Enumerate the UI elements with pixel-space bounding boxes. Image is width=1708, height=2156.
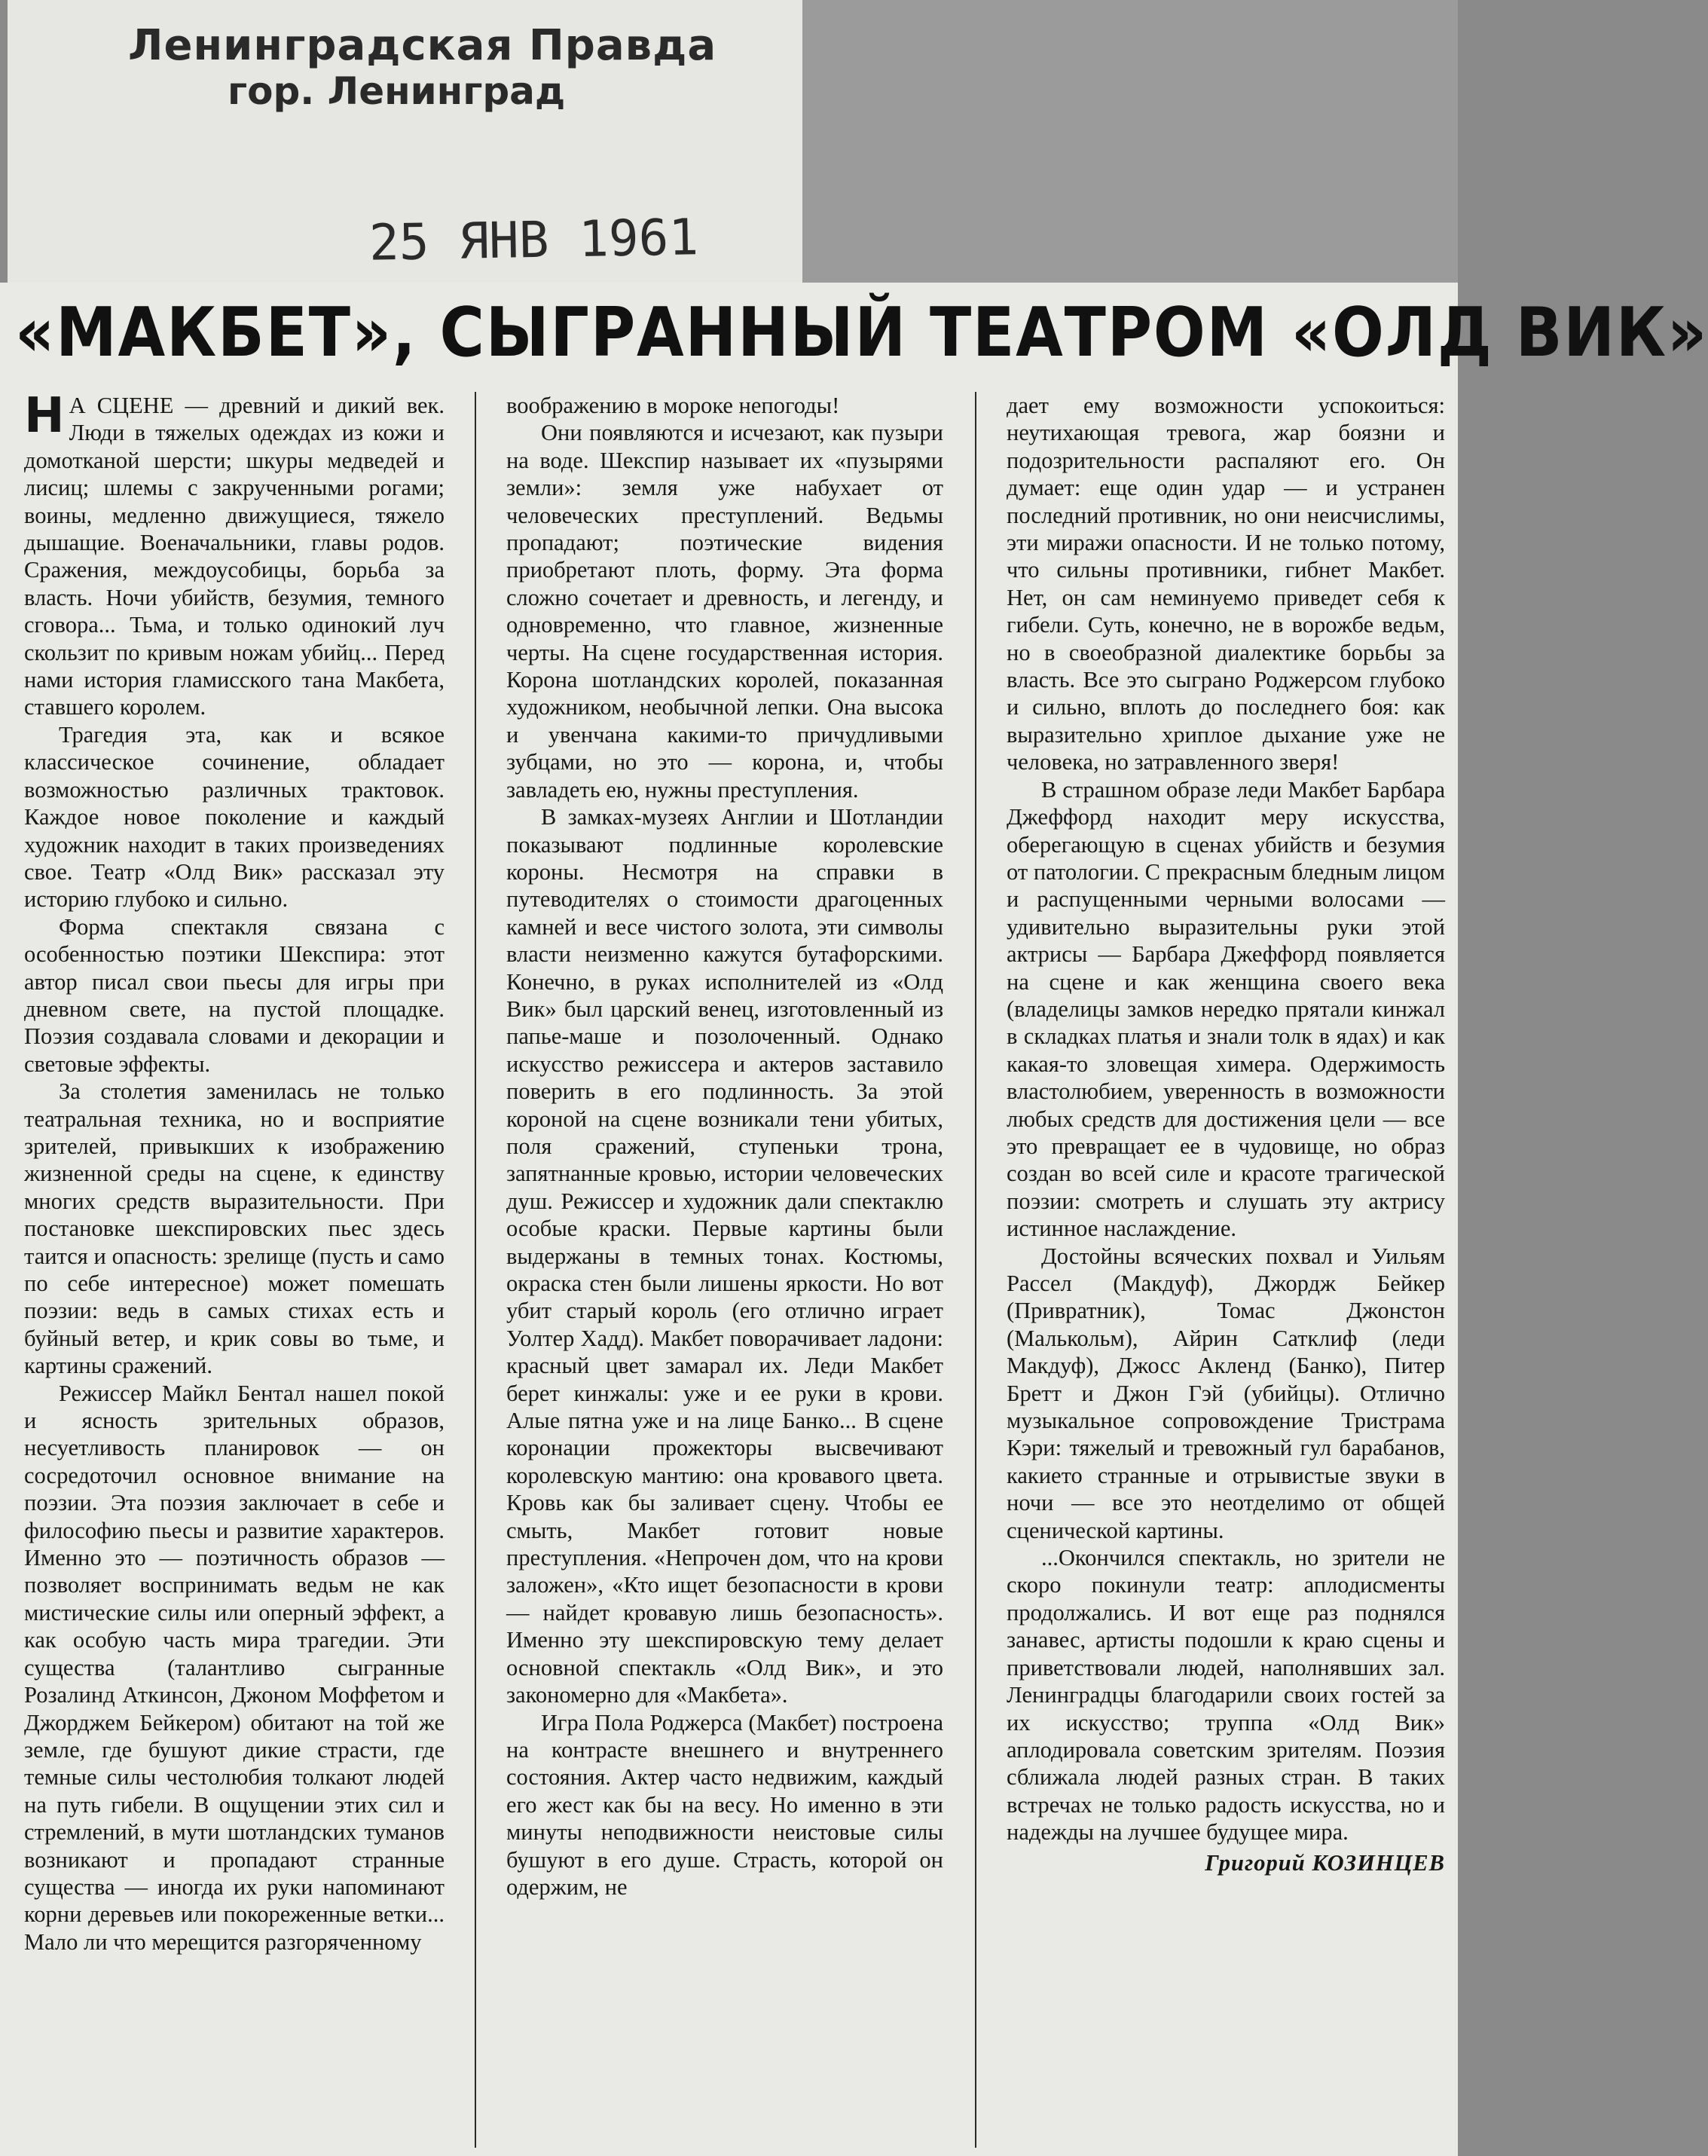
article-paragraph: ...Окончился спектакль, но зрители не скоро покинули театр: аплодисменты продолжались. И вот еще раз поднялся занавес, артисты подошли к краю сцены и приветствовали людей, наполнявших зал. Ленинградцы благодарили своих гостей за их искусство; труппа «Олд Вик» аплодировала советским зрителям. Поэзия сближала людей разных стран. В таких встречах не только радость искусства, но и надежды на лучшее будущее мира. [1007, 1545, 1445, 1846]
article-paragraph: Они появляются и исчезают, как пузыри на воде. Шекспир называет их «пузырями земли»: земля уже набухает от человеческих преступлений. Ведьмы пропадают; поэтические видения приобретают плоть, форму. Эта форма сложно сочетает и древность, и легенду, и одновременно, что главное, жизненные черты. На сцене государственная история. Корона шотландских королей, показанная художником, необычной лепки. Она высока и увенчана какими-то причудливыми зубцами, но это — корона, и, чтобы завладеть ею, нужны преступления. [506, 420, 943, 803]
article-paragraph: Игра Пола Роджерса (Макбет) построена на контрасте внешнего и внутреннего состояния. Актер часто недвижим, каждый его жест как бы на весу. Но именно в эти минуты неподвижности неистовые силы бушуют в его душе. Страсть, которой он одержим, не [506, 1709, 943, 1900]
column-divider [975, 392, 976, 2148]
article-column-2 [506, 392, 943, 2148]
column-divider [475, 392, 476, 2148]
article-paragraph: дает ему возможности успокоиться: неутихающая тревога, жар боязни и подозрительности распаляют его. Он думает: еще один удар — и устранен последний противник, но они неисчислимы, эти миражи опасности. И не только потому, что сильны противники, гибнет Макбет. Нет, он сам неминуемо приведет себя к гибели. Суть, конечно, не в ворожбе ведьм, но в своеобразной диалектике борьбы за власть. Все это сыграно Роджерсом глубоко и сильно, вплоть до последнего боя: как выразительно хриплое дыхание уже не человека, но затравленного зверя! [1007, 393, 1445, 775]
article-paragraph: Форма спектакля связана с особенностью поэтики Шекспира: этот автор писал свои пьесы для игры при дневном свете, на пустой площадке. Поэзия создавала словами и декорации и световые эффекты. [24, 913, 445, 1077]
article-paragraph [24, 388, 445, 721]
article-paragraph: В замках-музеях Англии и Шотландии показывают подлинные королевские короны. Несмотря на справки в путеводителях о стоимости драгоценных камней и весе чистого золота, эти символы власти неизменно кажутся бутафорскими. Конечно, в руках исполнителей из «Олд Вик» был царский венец, изготовленный из папье-маше и позолоченный. Однако искусство режиссера и актеров заставило поверить в его подлинность. За этой короной на сцене возникали тени убитых, поля сражений, ступеньки трона, запятнанные кровью, истории человеческих душ. Режиссер и художник дали спектаклю особые краски. Первые картины были выдержаны в темных тонах. Костюмы, окраска стен были лишены яркости. Но вот убит старый король (его отлично играет Уолтер Хадд). Макбет поворачивает ладони: красный цвет замарал их. Леди Макбет берет кинжалы: уже и ее руки в крови. Алые пятна уже и на лице Банко... В сцене коронации прожекторы высвечивают королевскую мантию: она кровавого цвета. Кровь как бы заливает сцену. Чтобы ее смыть, Макбет готовит новые преступления. «Непрочен дом, что на крови заложен», «Кто ищет безопасности в крови — найдет кровавую лишь безопасность». Именно эту шекспировскую тему делает основной спектакль «Олд Вик», и это закономерно для «Макбета». [506, 804, 943, 1708]
date-stamp: 25 ЯНВ 1961 [368, 208, 699, 272]
drop-cap: Н [24, 388, 65, 444]
article-author: Григорий КОЗИНЦЕВ [1205, 1849, 1445, 1876]
background-board [799, 0, 1458, 286]
article-paragraph: Режиссер Майкл Бентал нашел покой и ясность зрительных образов, несуетливость планировок — он сосредоточил основное внимание на поэзии. Эта поэзия заключает в себе и философию пьесы и развитие характеров. Именно это — поэтичность образов — позволяет воспринимать ведьм не как мистические силы или оперный эффект, а как особую часть мира трагедии. Эти существа (талантливо сыгранные Розалинд Аткинсон, Джоном Моффетом и Джорджем Бейкером) обитают на той же земле, где бушуют дикие страсти, где темные силы честолюбия толкают людей на путь гибели. В ощущении этих сил и стремлений, в мути шотландских туманов возникают и пропадают странные существа — иногда их руки напоминают корни деревьев или покореженные ветки... Мало ли что мерещится разгоряченному [24, 1380, 445, 1955]
article-headline: «МАКБЕТ», СЫГРАННЫЙ ТЕАТРОМ «ОЛД ВИК» [15, 293, 1708, 372]
article-paragraph: Достойны всяческих похвал и Уильям Рассел (Макдуф), Джордж Бейкер (Привратник), Томас Джонстон (Малькольм), Айрин Сатклиф (леди Макдуф), Джосс Акленд (Банко), Питер Бретт и Джон Гэй (убийцы). Отлично музыкальное сопровождение Тристрама Кэри: тяжелый и тревожный гул барабанов, какието странные и отрывистые звуки в ночи — все это неотделимо от общей сценической картины. [1007, 1243, 1445, 1543]
article-paragraph: За столетия заменилась не только театральная техника, но и восприятие зрителей, привыкших к изображению жизненной среды на сцене, к единству многих средств выразительности. При постановке шекспировских пьес здесь таится и опасность: зрелище (пусть и само по себе интересное) может помешать поэзии: ведь в самых стихах есть и буйный ветер, и крик совы во тьме, и картины сражений. [24, 1078, 445, 1379]
newspaper-article [0, 283, 1708, 2156]
article-paragraph: Трагедия эта, как и всякое классическое сочинение, обладает возможностью различных трактовок. Каждое новое поколение и каждый художник находит в таких произведениях свое. Театр «Олд Вик» рассказал эту историю глубоко и сильно. [24, 721, 445, 913]
newspaper-name-stamp: Ленинградская Правда [128, 21, 717, 70]
city-stamp: гор. Ленинград [228, 69, 566, 113]
article-paragraph: В страшном образе леди Макбет Барбара Джеффорд находит меру искусства, оберегающую в сценах убийств и безумия от патологии. С прекрасным бледным лицом и распущенными черными волосами — удивительно выразительны руки этой актрисы — Барбара Джеффорд появляется на сцене и как женщина своего века (владелицы замков нередко прятали кинжал в складках платья и знали толк в ядах) и как какая-то зловещая химера. Одержимость властолюбием, уверенность в возможности любых средств для достижения цели — все это превращает ее в чудовище, но образ создан во всей силе и красоте трагической поэзии: смотреть и слушать эту актрису истинное наслаждение. [1007, 776, 1445, 1242]
paragraph-text: А СЦЕНЕ — древний и дикий век. Люди в тяжелых одеждах из кожи и домотканой шерсти; шкуры медведей и лисиц; шлемы с закрученными рогами; воины, медленно движущиеся, тяжело дышащие. Военачальники, главы родов. Сражения, междоусобицы, борьба за власть. Ночи убийств, безумия, темного сговора... Тьма, и только одинокий луч скользит по кривым ножам убийц... Перед нами история гламисского тана Макбета, ставшего королем. [24, 393, 445, 720]
newspaper-stamp-slip [8, 0, 802, 301]
article-paragraph: воображению в мороке непогоды! [506, 393, 840, 418]
article-column-1 [24, 388, 445, 2148]
article-column-3 [1007, 392, 1445, 2148]
